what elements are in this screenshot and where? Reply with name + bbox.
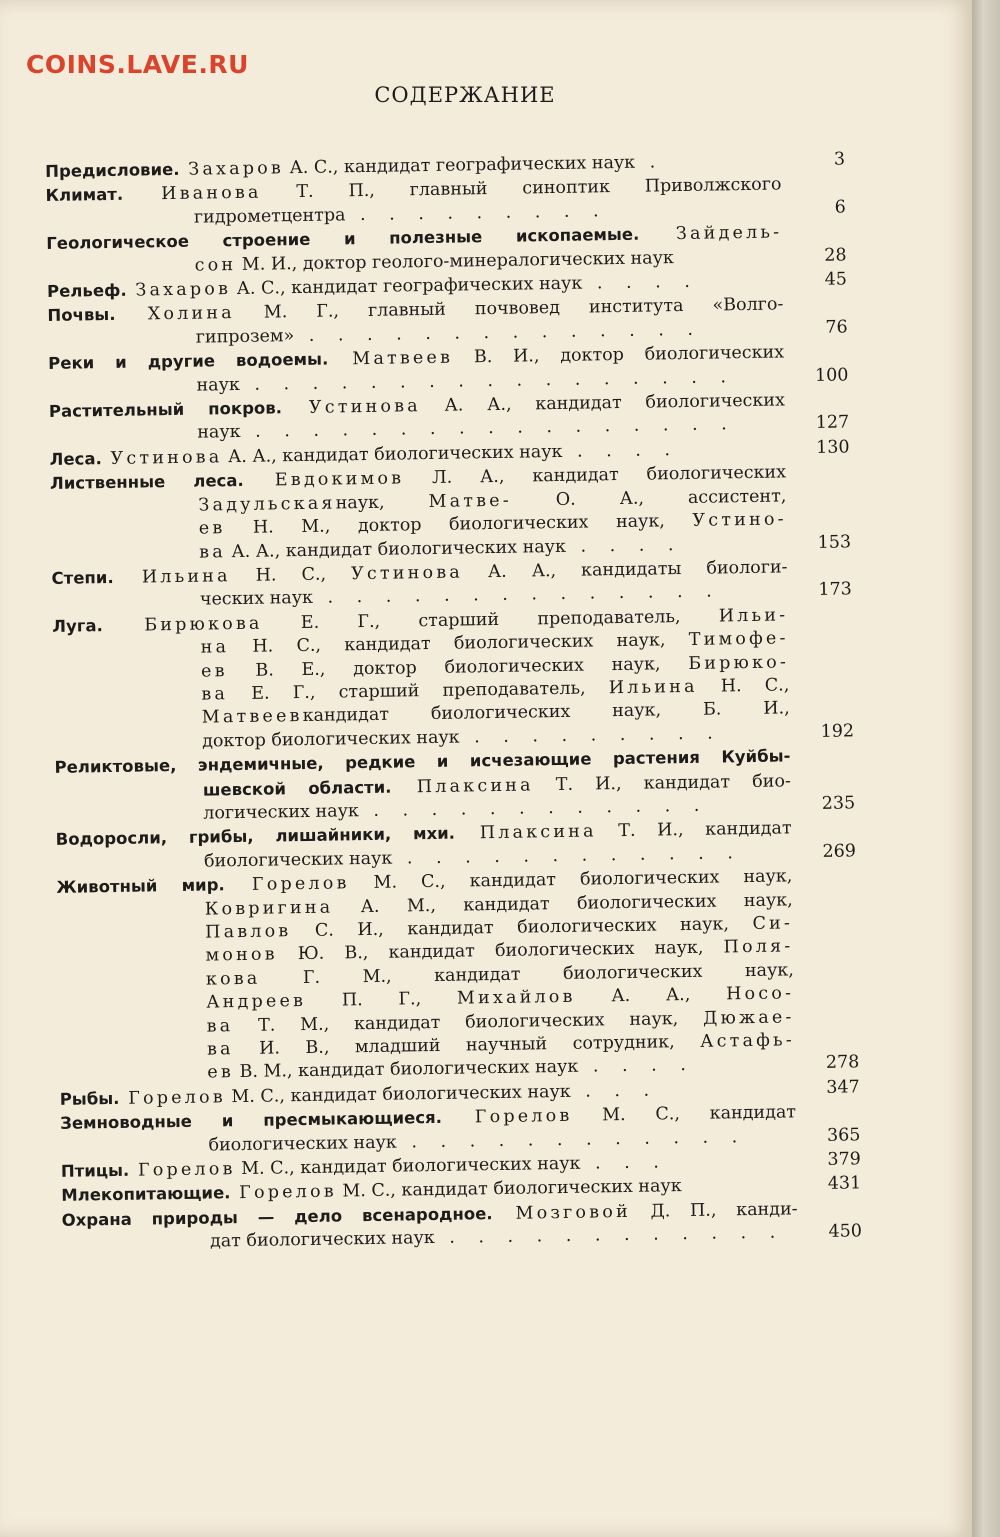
- page-number: 45: [824, 269, 848, 290]
- entry-heading: Геологическое строение и полезные ископаемые.: [46, 224, 640, 254]
- entry-text: М. С., кандидат биологических наук: [235, 1153, 581, 1180]
- author-name: Астафь-: [700, 1030, 796, 1052]
- entry-text: Л. А., кандидат биологических: [404, 462, 787, 489]
- entry-heading: Млекопитающие.: [61, 1183, 231, 1206]
- author-name: Зайдель-: [639, 222, 783, 245]
- entry-text: Н. С.,: [230, 564, 352, 587]
- toc-entry: [56, 864, 859, 1088]
- entry-heading: Охрана природы — дело всенародное.: [61, 1203, 493, 1230]
- entry-heading: Рыбы.: [59, 1088, 120, 1109]
- toc-entry: [54, 744, 855, 829]
- leader-dots: . . . . . . . . .: [345, 200, 608, 226]
- entry-heading: Луга.: [52, 615, 103, 636]
- entry-heading: Степи.: [51, 567, 114, 588]
- author-name: Иванова: [122, 183, 262, 206]
- entry-text: А. А.,: [575, 984, 727, 1007]
- page-number: 278: [825, 1052, 860, 1074]
- entry-text: наук: [197, 422, 241, 444]
- leader-dots: . . . . . . . . . . . .: [396, 1126, 747, 1153]
- entry-text: А. А., кандидат биологических: [420, 390, 786, 417]
- entry-text: гидрометцентра: [193, 205, 346, 228]
- entry-text: дат биологических наук: [209, 1228, 435, 1252]
- leader-dots: . . . . . . . . . . . . . . . . .: [240, 414, 736, 443]
- page-number: 3: [833, 149, 846, 170]
- entry-heading: Леса.: [49, 449, 102, 469]
- entry-heading: Реликтовые, эндемичные, редкие и исчезающие растения Куйбы-: [54, 746, 791, 778]
- leader-dots: .: [635, 152, 665, 173]
- entry-heading: Лиственные леса.: [49, 471, 244, 494]
- author-name: Задульская: [198, 493, 336, 516]
- entry-text: Е. Г., старший преподаватель,: [227, 678, 609, 705]
- entry-heading: Растительный покров.: [48, 398, 283, 422]
- page-number: 450: [828, 1221, 863, 1243]
- entry-text: Н. М., доктор биологических наук,: [225, 510, 693, 539]
- author-name: Захаров: [179, 158, 285, 180]
- page-number: 235: [821, 793, 856, 814]
- entry-text: М. С., кандидат биологических наук: [225, 1081, 571, 1108]
- entry-text: В. М., кандидат биологических наук: [233, 1057, 579, 1083]
- entry-text: ческих наук: [199, 588, 314, 610]
- author-name: Тимофе-: [688, 628, 789, 651]
- entry-heading: Реки и другие водоемы.: [48, 349, 329, 374]
- entry-body: [56, 865, 795, 1088]
- leader-dots: . . . . . . . . . . . . . .: [312, 581, 721, 609]
- entry-heading: Птицы.: [60, 1160, 130, 1181]
- page-number: 173: [818, 579, 853, 601]
- author-name: на: [200, 637, 230, 658]
- leader-dots: . . .: [570, 1080, 659, 1102]
- entry-text: В. И., доктор биологических: [452, 342, 785, 368]
- entry-text: Г. М., кандидат биологических наук,: [260, 960, 794, 989]
- entry-text: О. А., ассистент,: [511, 486, 787, 511]
- author-name: Горелов: [119, 1087, 226, 1109]
- entry-text: М. С., кандидат биологических наук,: [349, 866, 793, 894]
- entry-text: М. С., кандидат: [572, 1102, 797, 1127]
- entry-body: [50, 461, 787, 567]
- leader-dots: . . . . . . . . . . . .: [434, 1222, 785, 1249]
- watermark: COINS.LAVE.RU: [26, 50, 249, 79]
- author-name: Матвеев: [328, 347, 454, 370]
- toc-entry: [50, 460, 851, 567]
- entry-text: наук: [196, 374, 241, 396]
- leader-dots: . . . .: [578, 1055, 695, 1078]
- author-name: ва: [201, 684, 229, 705]
- page-number: 130: [816, 437, 850, 458]
- entry-heading: Рельеф.: [46, 280, 127, 302]
- entry-heading: Земноводные и пресмыкающиеся.: [59, 1108, 443, 1134]
- author-name: Ильи-: [718, 605, 789, 627]
- page-edge: [972, 0, 1000, 1537]
- entry-text: биологических наук: [203, 848, 393, 872]
- entry-text: гипрозем»: [195, 325, 295, 348]
- entry-text: Т. И., кандидат: [596, 818, 792, 842]
- author-name: Захаров: [126, 279, 232, 301]
- author-name: Горелов: [129, 1159, 236, 1181]
- entry-text: М. И., доктор геолого-минералогических наук: [236, 247, 675, 275]
- page-number: 269: [822, 841, 857, 862]
- entry-text: М. Г., главный почвовед института «Волго-: [234, 294, 784, 324]
- entry-body: [52, 603, 790, 756]
- page-title: СОДЕРЖАНИЕ: [374, 83, 556, 107]
- entry-text: А. А., кандидаты биологи-: [462, 557, 788, 583]
- page-number: 6: [834, 197, 846, 218]
- table-of-contents: [45, 147, 862, 1256]
- page-number: 76: [825, 317, 848, 338]
- author-name: Горелов: [441, 1106, 573, 1129]
- author-name: ев: [200, 660, 228, 682]
- leader-dots: . . . . . . . . . . . .: [392, 842, 742, 869]
- author-name: ва: [199, 541, 227, 563]
- entry-text: кандидат биологических наук,: [302, 700, 704, 727]
- author-name: Дюжае-: [702, 1006, 795, 1029]
- leader-dots: . . . . . . . . . . . . . .: [294, 319, 703, 346]
- author-name: Бирюкова: [102, 613, 263, 636]
- author-name: Андреев: [206, 991, 307, 1013]
- entry-text: Т. М., кандидат биологических наук,: [233, 1008, 704, 1036]
- entry-text: доктор биологических наук: [201, 727, 460, 752]
- entry-text: А. А., кандидат биологических наук: [225, 536, 567, 562]
- entry-text: В. Е., доктор биологических наук,: [227, 653, 689, 681]
- author-name: Устинова: [350, 562, 464, 585]
- entry-text: Ю. В., кандидат биологических наук,: [277, 937, 724, 965]
- leader-dots: . . . .: [565, 534, 683, 557]
- page-number: 431: [827, 1173, 862, 1195]
- author-name: Павлов: [204, 921, 292, 943]
- entry-text: Т. И., кандидат био-: [533, 770, 792, 795]
- author-name: Си-: [752, 913, 794, 934]
- page-number: 153: [817, 531, 852, 553]
- author-name: ев: [198, 518, 226, 539]
- author-name: Плаксина: [391, 774, 534, 798]
- entry-text: Б. И.,: [702, 698, 790, 721]
- entry-text: С. И., кандидат биологических наук,: [291, 913, 753, 942]
- toc-entry: [52, 602, 854, 756]
- author-name: Носо-: [725, 983, 795, 1005]
- author-name: Михайлов: [456, 986, 576, 1009]
- author-name: кова: [205, 968, 261, 990]
- author-name: Устинова: [281, 396, 421, 419]
- page-number: 100: [814, 365, 849, 386]
- page-number: 365: [826, 1124, 861, 1146]
- author-name: Ильина: [113, 566, 231, 588]
- leader-dots: . . . .: [582, 271, 699, 294]
- author-name: Евдокимов: [243, 468, 405, 492]
- entry-text: Н. С.,: [697, 675, 790, 697]
- entry-text: М. С., кандидат биологических наук: [336, 1176, 682, 1203]
- author-name: сон: [194, 254, 237, 276]
- entry-heading: Водоросли, грибы, лишайники, мхи.: [55, 824, 456, 850]
- page-number: 192: [820, 721, 855, 742]
- entry-text: А. М., кандидат биологических наук,: [333, 889, 793, 918]
- entry-text: А. С., кандидат географических наук: [230, 273, 583, 300]
- entry-text: логических наук: [203, 801, 360, 824]
- entry-heading: Климат.: [45, 185, 124, 206]
- author-name: ев: [207, 1062, 235, 1083]
- author-name: Ковригина: [204, 897, 334, 920]
- leader-dots: . . . .: [562, 439, 680, 462]
- page-number: 28: [824, 245, 847, 266]
- author-name: монов: [205, 944, 278, 966]
- entry-text: Е. Г., старший преподаватель,: [262, 606, 719, 634]
- leader-dots: . . . . . . . . .: [459, 723, 722, 748]
- entry-heading: Предисловие.: [45, 159, 180, 181]
- entry-text: Н. С., кандидат биологических наук,: [229, 630, 689, 658]
- leader-dots: . . . . . . . . . . . .: [358, 795, 709, 822]
- author-name: Устино-: [692, 509, 787, 531]
- author-name: Ильина: [608, 676, 698, 699]
- entry-heading: Животный мир.: [56, 875, 225, 898]
- entry-heading: шевской области.: [202, 777, 392, 800]
- author-name: Матве-: [428, 490, 513, 512]
- author-name: ва: [206, 1039, 234, 1060]
- page-number: 379: [827, 1149, 861, 1170]
- entry-text: А. С., кандидат географических наук: [283, 152, 636, 179]
- author-name: ва: [206, 1015, 234, 1037]
- entry-body: [61, 1197, 798, 1256]
- entry-text: А. А., кандидат биологических наук: [222, 441, 563, 468]
- entry-text: биологических наук: [208, 1132, 397, 1156]
- leader-dots: . . . . . . . . . . . . . . . . .: [239, 366, 736, 395]
- entry-text: наук,: [335, 491, 429, 514]
- author-name: Горелов: [224, 873, 350, 896]
- entry-text: Д. П., канди-: [630, 1199, 798, 1222]
- author-name: Устинова: [101, 447, 223, 470]
- page-number: 127: [815, 412, 850, 434]
- author-name: Плаксина: [454, 821, 597, 845]
- entry-text: П. Г.,: [305, 988, 458, 1012]
- entry-text: Т. П., главный синоптик Приволжского: [261, 174, 782, 204]
- entry-text: И. В., младший научный сотрудник,: [233, 1031, 701, 1060]
- author-name: Бирюко-: [688, 651, 790, 674]
- page-number: 347: [826, 1077, 860, 1098]
- author-name: Мозговой: [492, 1201, 632, 1224]
- leader-dots: . . .: [580, 1152, 669, 1174]
- author-name: Холина: [115, 303, 235, 326]
- author-name: Поля-: [723, 936, 794, 958]
- author-name: Матвеев: [201, 706, 303, 728]
- entry-heading: Почвы.: [47, 305, 116, 326]
- entry-body: [54, 745, 791, 829]
- author-name: Горелов: [230, 1182, 337, 1204]
